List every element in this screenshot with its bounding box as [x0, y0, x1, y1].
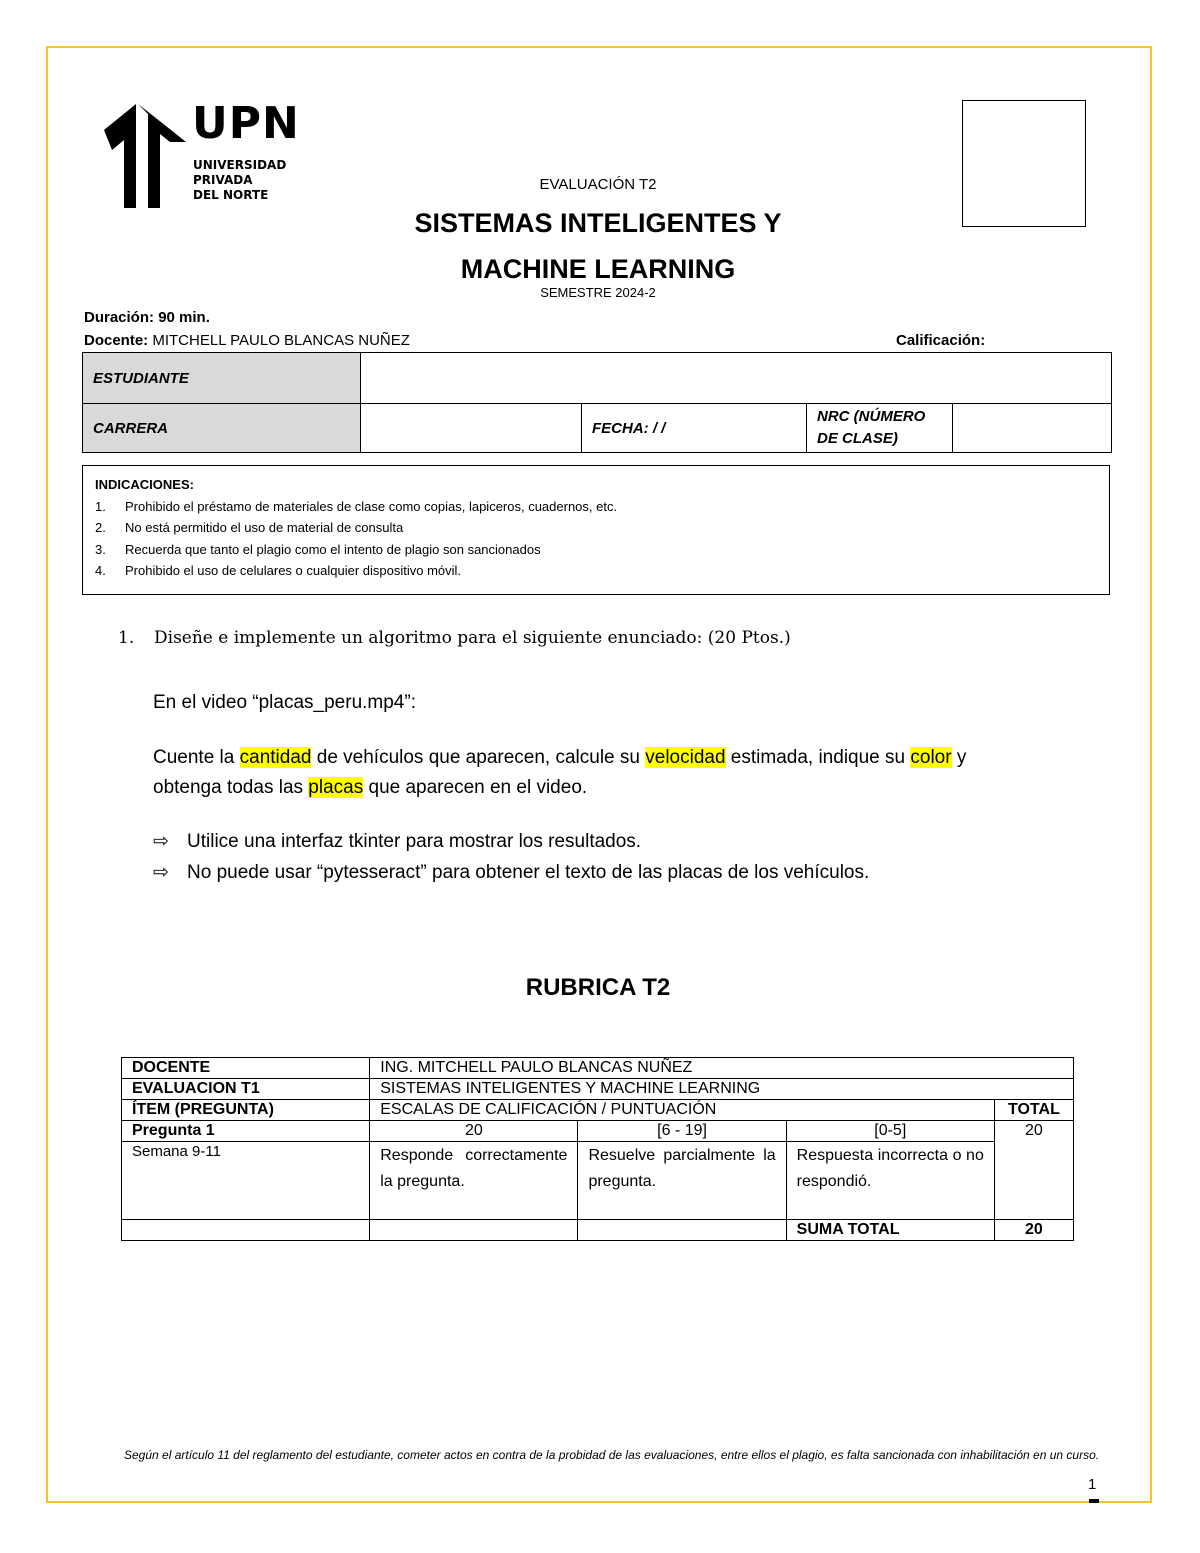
- docente-value: ING. MITCHELL PAULO BLANCAS NUÑEZ: [370, 1058, 1074, 1079]
- duration-line: [84, 309, 210, 326]
- desc-low: Respuesta incorrecta o no respondió.: [786, 1142, 994, 1220]
- career-field[interactable]: [361, 404, 582, 453]
- indications-box: [82, 465, 1110, 595]
- eval-value: SISTEMAS INTELIGENTES Y MACHINE LEARNING: [370, 1079, 1074, 1100]
- task-text: obtenga todas las: [153, 777, 309, 798]
- course-title-line: MACHINE LEARNING: [460, 254, 736, 284]
- logo-line: UNIVERSIDAD: [193, 158, 287, 172]
- empty-cell: [370, 1220, 578, 1241]
- scale-mid: [6 - 19]: [578, 1121, 786, 1142]
- empty-cell: [122, 1220, 370, 1241]
- list-text: Prohibido el préstamo de materiales de clase como copias, lapiceros, cuadernos, etc.: [125, 498, 618, 514]
- semester-label: SEMESTRE 2024-2: [540, 285, 656, 300]
- list-text: No está permitido el uso de material de consulta: [125, 520, 404, 535]
- list-item: [95, 560, 1097, 582]
- highlight-color: color: [910, 747, 952, 768]
- bullet-item: [153, 830, 641, 853]
- eval-label: EVALUACION T1: [122, 1079, 370, 1100]
- arrow-right-icon: ⇨: [153, 862, 169, 883]
- docente-label: DOCENTE: [122, 1058, 370, 1079]
- course-title: [300, 200, 896, 292]
- student-info-table: [82, 352, 1112, 453]
- sum-label: SUMA TOTAL: [786, 1220, 994, 1241]
- sum-value: 20: [994, 1220, 1073, 1241]
- task-text: y: [951, 747, 967, 768]
- list-text: Prohibido el uso de celulares o cualquier dispositivo móvil.: [125, 563, 462, 578]
- task-text: de vehículos que aparecen, calcule su: [311, 747, 646, 768]
- upn-logo: [104, 98, 300, 210]
- list-number: 4.: [95, 563, 106, 578]
- list-number: 1.: [95, 498, 106, 514]
- student-label: ESTUDIANTE: [83, 353, 361, 404]
- list-number: 2.: [95, 520, 106, 535]
- item-label: ÍTEM (PREGUNTA): [122, 1100, 370, 1121]
- duration-label: Duración:: [84, 309, 155, 326]
- highlight-placas: placas: [308, 777, 364, 798]
- rubric-table: [121, 1057, 1074, 1241]
- desc-mid: Resuelve parcialmente la pregunta.: [578, 1142, 786, 1220]
- list-text: Recuerda que tanto el plagio como el intento de plagio son sancionados: [125, 541, 541, 557]
- week-label: Semana 9-11: [122, 1142, 370, 1220]
- highlight-cantidad: cantidad: [239, 747, 312, 768]
- teacher-label: Docente:: [84, 332, 149, 349]
- bullet-text: No puede usar “pytesseract” para obtener el texto de las placas de los vehículos.: [187, 862, 870, 883]
- question-number: 1.: [118, 628, 135, 648]
- total-label: TOTAL: [994, 1100, 1073, 1121]
- empty-cell: [578, 1220, 786, 1241]
- date-field[interactable]: FECHA: / /: [582, 404, 807, 453]
- task-text: Cuente la: [153, 747, 240, 768]
- evaluation-label: EVALUACIÓN T2: [539, 176, 657, 193]
- scale-high: 20: [370, 1121, 578, 1142]
- video-line: En el video “placas_peru.mp4”:: [153, 692, 416, 713]
- highlight-velocidad: velocidad: [645, 747, 726, 768]
- desc-high: Responde correctamente la pregunta.: [370, 1142, 578, 1220]
- question-text: Diseñe e implemente un algoritmo para el siguiente enunciado: (20 Ptos.): [154, 628, 791, 648]
- task-text: que aparecen en el video.: [363, 777, 588, 798]
- teacher-line: [84, 332, 410, 349]
- page-number: 1: [1088, 1476, 1097, 1493]
- question-label: Pregunta 1: [122, 1121, 370, 1142]
- arrow-right-icon: ⇨: [153, 831, 169, 852]
- indications-title: INDICACIONES:: [95, 477, 194, 492]
- grade-box[interactable]: [962, 100, 1086, 227]
- logo-brand: UPN: [192, 98, 300, 149]
- task-line: [153, 773, 966, 803]
- career-label: CARRERA: [83, 404, 361, 453]
- nrc-label: NRC (NÚMERO DE CLASE): [807, 404, 953, 453]
- bullet-item: [153, 861, 869, 884]
- task-text: estimada, indique su: [725, 747, 911, 768]
- list-number: 3.: [95, 541, 106, 557]
- task-line: [153, 743, 966, 773]
- grade-label: Calificación:: [896, 332, 986, 349]
- logo-line: PRIVADA: [193, 173, 253, 187]
- scales-label: ESCALAS DE CALIFICACIÓN / PUNTUACIÓN: [370, 1100, 995, 1121]
- footer-note: Según el artículo 11 del reglamento del estudiante, cometer actos en contra de la probidad de las evaluaciones, entre ellos el plagio, es falta sancionada con inhabilitación en un curso.: [124, 1448, 1100, 1462]
- duration-value: 90 min.: [158, 309, 210, 326]
- logo-subtitle: [193, 158, 286, 203]
- nrc-field[interactable]: [953, 404, 1112, 453]
- question-total: 20: [994, 1121, 1073, 1220]
- rubric-title: RUBRICA T2: [525, 974, 671, 1001]
- bullet-text: Utilice una interfaz tkinter para mostrar los resultados.: [187, 831, 642, 852]
- list-item: [95, 539, 1097, 561]
- page-number-underline: [1089, 1499, 1099, 1503]
- scale-low: [0-5]: [786, 1121, 994, 1142]
- teacher-name: MITCHELL PAULO BLANCAS NUÑEZ: [152, 332, 410, 349]
- list-item: [95, 496, 1097, 518]
- list-item: [95, 517, 1097, 539]
- course-title-line: SISTEMAS INTELIGENTES Y: [414, 208, 782, 238]
- student-field[interactable]: [361, 353, 1112, 404]
- arrow-up-logo-icon: [104, 104, 186, 208]
- question-statement: [118, 628, 791, 648]
- logo-line: DEL NORTE: [193, 188, 269, 202]
- task-paragraph: [153, 743, 966, 803]
